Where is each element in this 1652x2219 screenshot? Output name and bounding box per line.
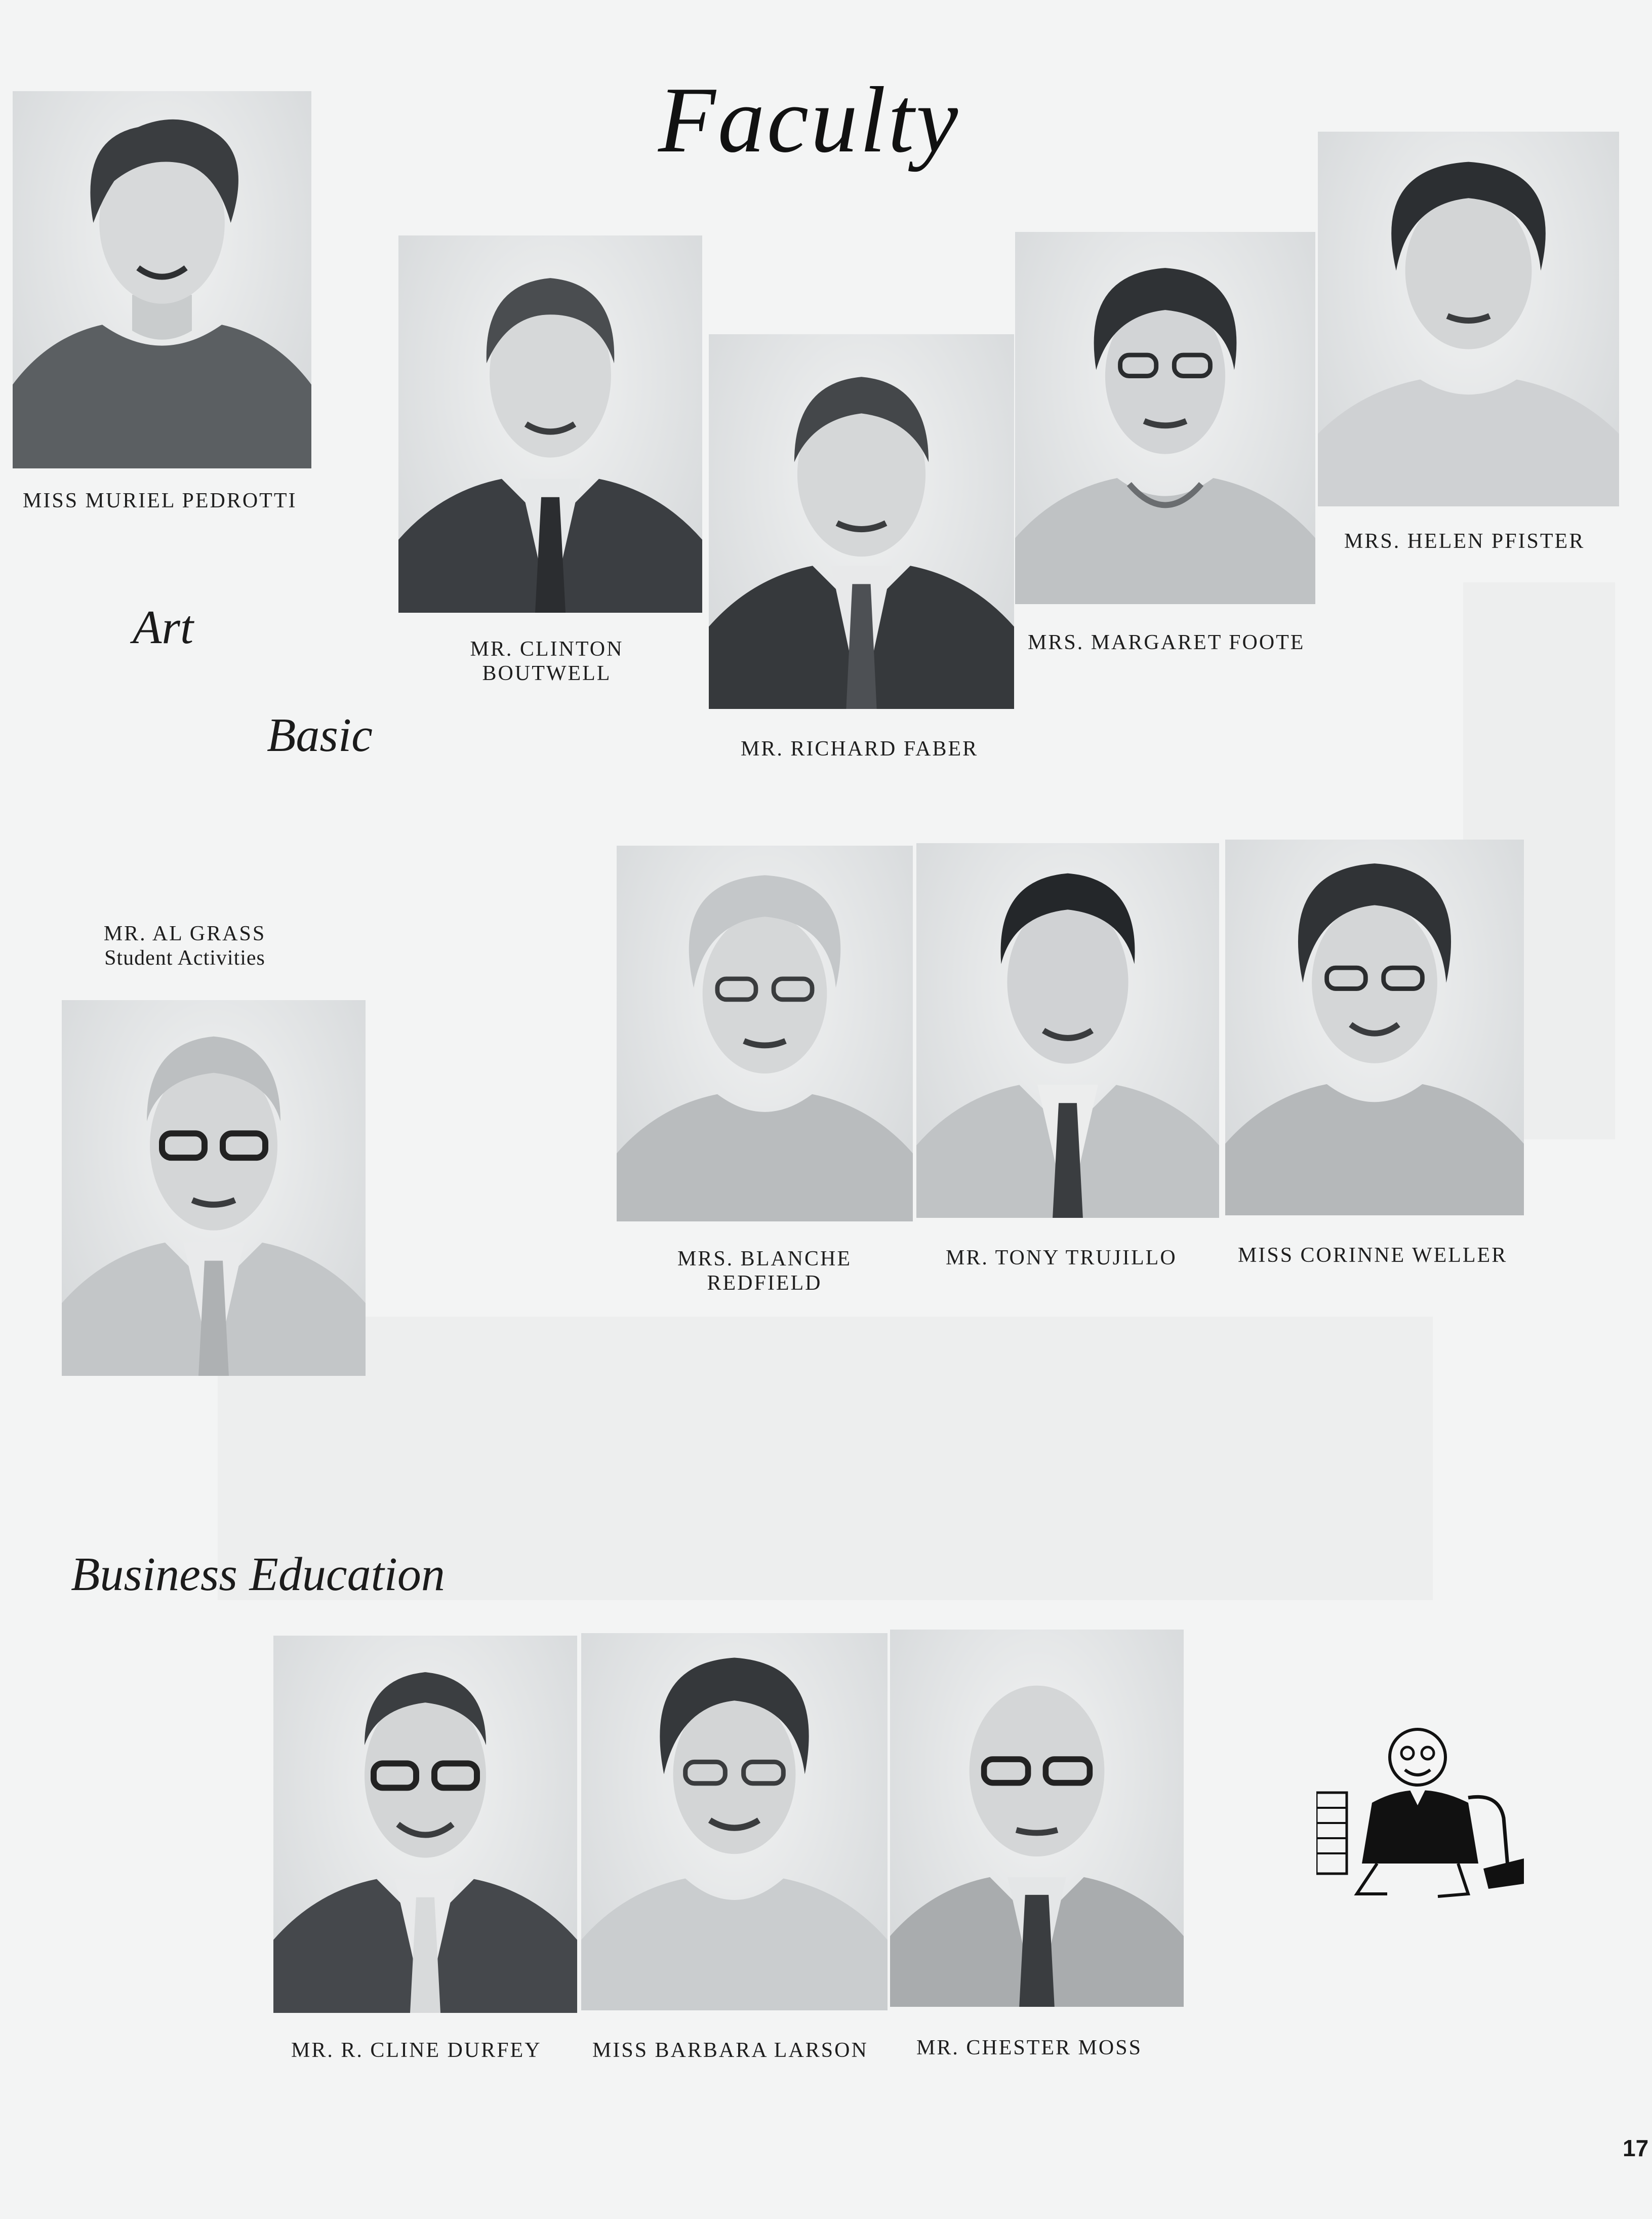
caption-durfey: MR. R. CLINE DURFEY — [291, 2039, 542, 2062]
portrait-faber — [709, 334, 1014, 709]
caption-redfield-line2: REDFIELD — [707, 1272, 822, 1295]
page-number: 17 — [1623, 2135, 1649, 2161]
section-heading-basic: Basic — [267, 709, 373, 762]
caption-grass-role: Student Activities — [104, 946, 265, 970]
portrait-larson — [581, 1633, 888, 2010]
portrait-trujillo — [916, 843, 1219, 1218]
portrait-pfister — [1318, 132, 1619, 506]
portrait-moss — [890, 1630, 1184, 2007]
caption-pedrotti: MISS MURIEL PEDROTTI — [23, 489, 297, 512]
cartoon-illustration — [1316, 1717, 1529, 1909]
section-heading-business: Business Education — [71, 1548, 445, 1601]
caption-boutwell-line2: BOUTWELL — [482, 662, 612, 685]
caption-redfield — [663, 1247, 866, 1295]
caption-grass — [101, 922, 268, 970]
caption-redfield-line1: MRS. BLANCHE — [677, 1247, 852, 1271]
portrait-pedrotti — [13, 91, 311, 468]
caption-pfister: MRS. HELEN PFISTER — [1344, 530, 1585, 553]
caption-boutwell-line1: MR. CLINTON — [470, 638, 624, 661]
caption-boutwell — [446, 637, 648, 686]
caption-larson: MISS BARBARA LARSON — [592, 2039, 868, 2062]
caption-grass-name: MR. AL GRASS — [103, 922, 266, 945]
portrait-grass — [62, 1000, 366, 1376]
portrait-boutwell — [398, 235, 702, 613]
caption-trujillo: MR. TONY TRUJILLO — [946, 1246, 1177, 1270]
portrait-durfey — [273, 1636, 577, 2013]
portrait-weller — [1225, 840, 1524, 1215]
caption-weller: MISS CORINNE WELLER — [1238, 1244, 1508, 1267]
portrait-redfield — [617, 846, 913, 1221]
page-title: Faculty — [658, 68, 960, 172]
section-heading-art: Art — [133, 601, 194, 654]
caption-moss: MR. CHESTER MOSS — [916, 2036, 1142, 2059]
caption-foote: MRS. MARGARET FOOTE — [1028, 631, 1305, 654]
portrait-foote — [1015, 232, 1315, 604]
caption-faber: MR. RICHARD FABER — [741, 737, 979, 761]
